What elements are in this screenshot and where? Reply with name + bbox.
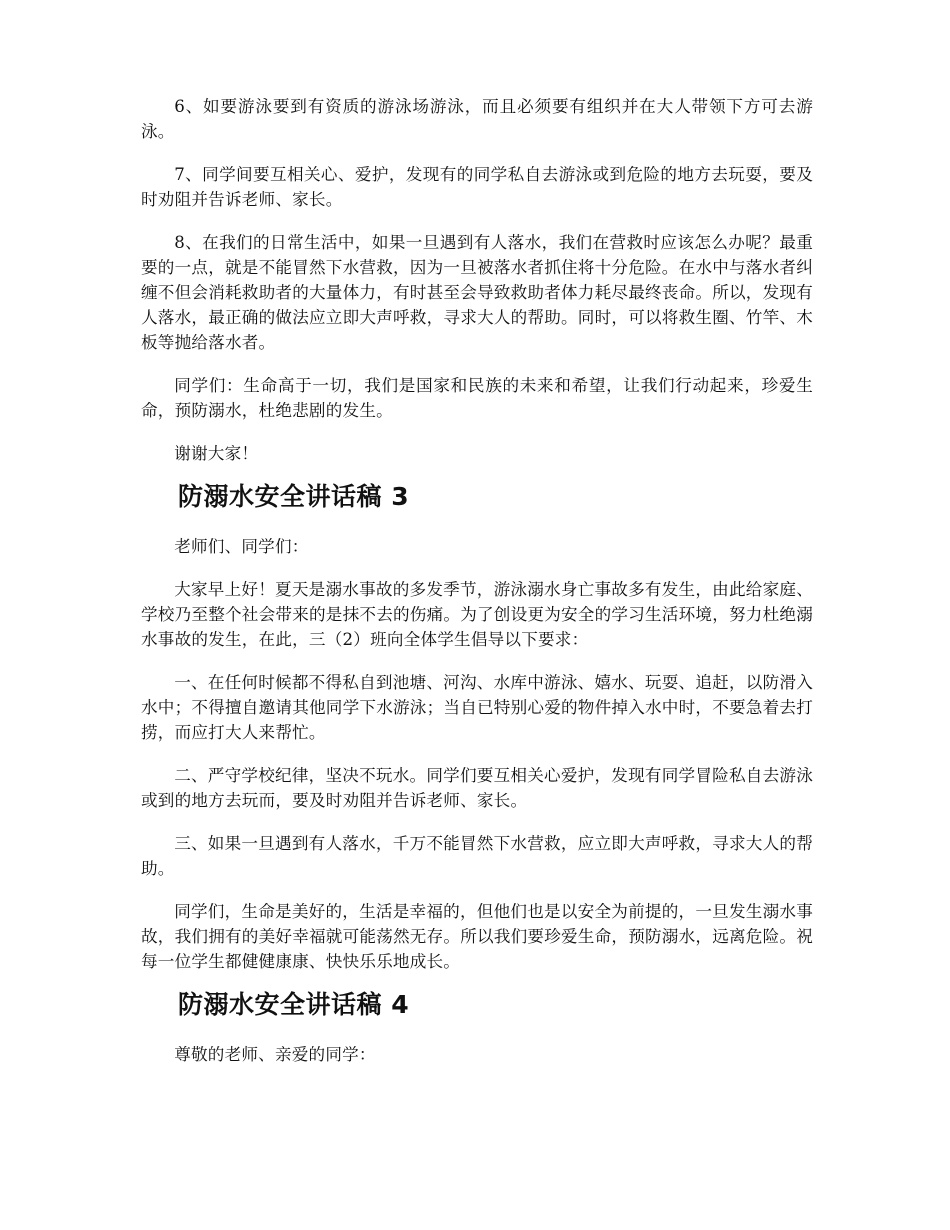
section-title-4: 防溺水安全讲话稿 4 [178,990,410,1019]
paragraph-rule-2: 二、严守学校纪律，坚决不玩水。同学们要互相关心爱护，发现有同学冒险私自去游泳或到的地方去玩而，要及时劝阻并告诉老师、家长。 [141,766,813,810]
paragraph-closing-3: 同学们，生命是美好的，生活是幸福的，但他们也是以安全为前提的，一旦发生溺水事故，我们拥有的美好幸福就可能荡然无存。所以我们要珍爱生命，预防溺水，远离危险。祝每一位学生都健健康康、快快乐乐地成长。 [141,902,813,971]
document-page [141,94,813,1067]
paragraph-conclusion: 同学们：生命高于一切，我们是国家和民族的未来和希望，让我们行动起来，珍爱生命，预防溺水，杜绝悲剧的发生。 [141,376,813,420]
paragraph-thanks: 谢谢大家！ [174,444,259,463]
paragraph-item-7: 7、同学间要互相关心、爱护，发现有的同学私自去游泳或到危险的地方去玩耍，要及时劝阻并告诉老师、家长。 [141,165,813,209]
section-title-3: 防溺水安全讲话稿 3 [178,482,410,511]
paragraph-item-6: 6、如要游泳要到有资质的游泳场游泳，而且必须要有组织并在大人带领下方可去游泳。 [141,97,813,141]
paragraph-intro-3: 大家早上好！夏天是溺水事故的多发季节，游泳溺水身亡事故多有发生，由此给家庭、学校乃至整个社会带来的是抹不去的伤痛。为了创设更为安全的学习生活环境，努力杜绝溺水事故的发生，在此，三（2）班向全体学生倡导以下要求： [141,580,813,649]
paragraph-rule-1: 一、在任何时候都不得私自到池塘、河沟、水库中游泳、嬉水、玩耍、追赶，以防滑入水中；不得擅自邀请其他同学下水游泳；当自已特别心爱的物件掉入水中时，不要急着去打捞，而应打大人来帮忙。 [141,673,813,742]
paragraph-greeting-4: 尊敬的老师、亲爱的同学： [174,1045,376,1064]
paragraph-item-8: 8、在我们的日常生活中，如果一旦遇到有人落水，我们在营救时应该怎么办呢？最重要的一点，就是不能冒然下水营救，因为一旦被落水者抓住将十分危险。在水中与落水者纠缠不但会消耗救助者的大量体力，有时甚至会导致救助者体力耗尽最终丧命。所以，发现有人落水，最正确的做法应立即大声呼救，寻求大人的帮助。同时，可以将救生圈、竹竿、木板等抛给落水者。 [141,233,813,352]
paragraph-rule-3: 三、如果一旦遇到有人落水，千万不能冒然下水营救，应立即大声呼救，寻求大人的帮助。 [141,834,813,878]
paragraph-greeting-3: 老师们、同学们： [174,537,309,556]
